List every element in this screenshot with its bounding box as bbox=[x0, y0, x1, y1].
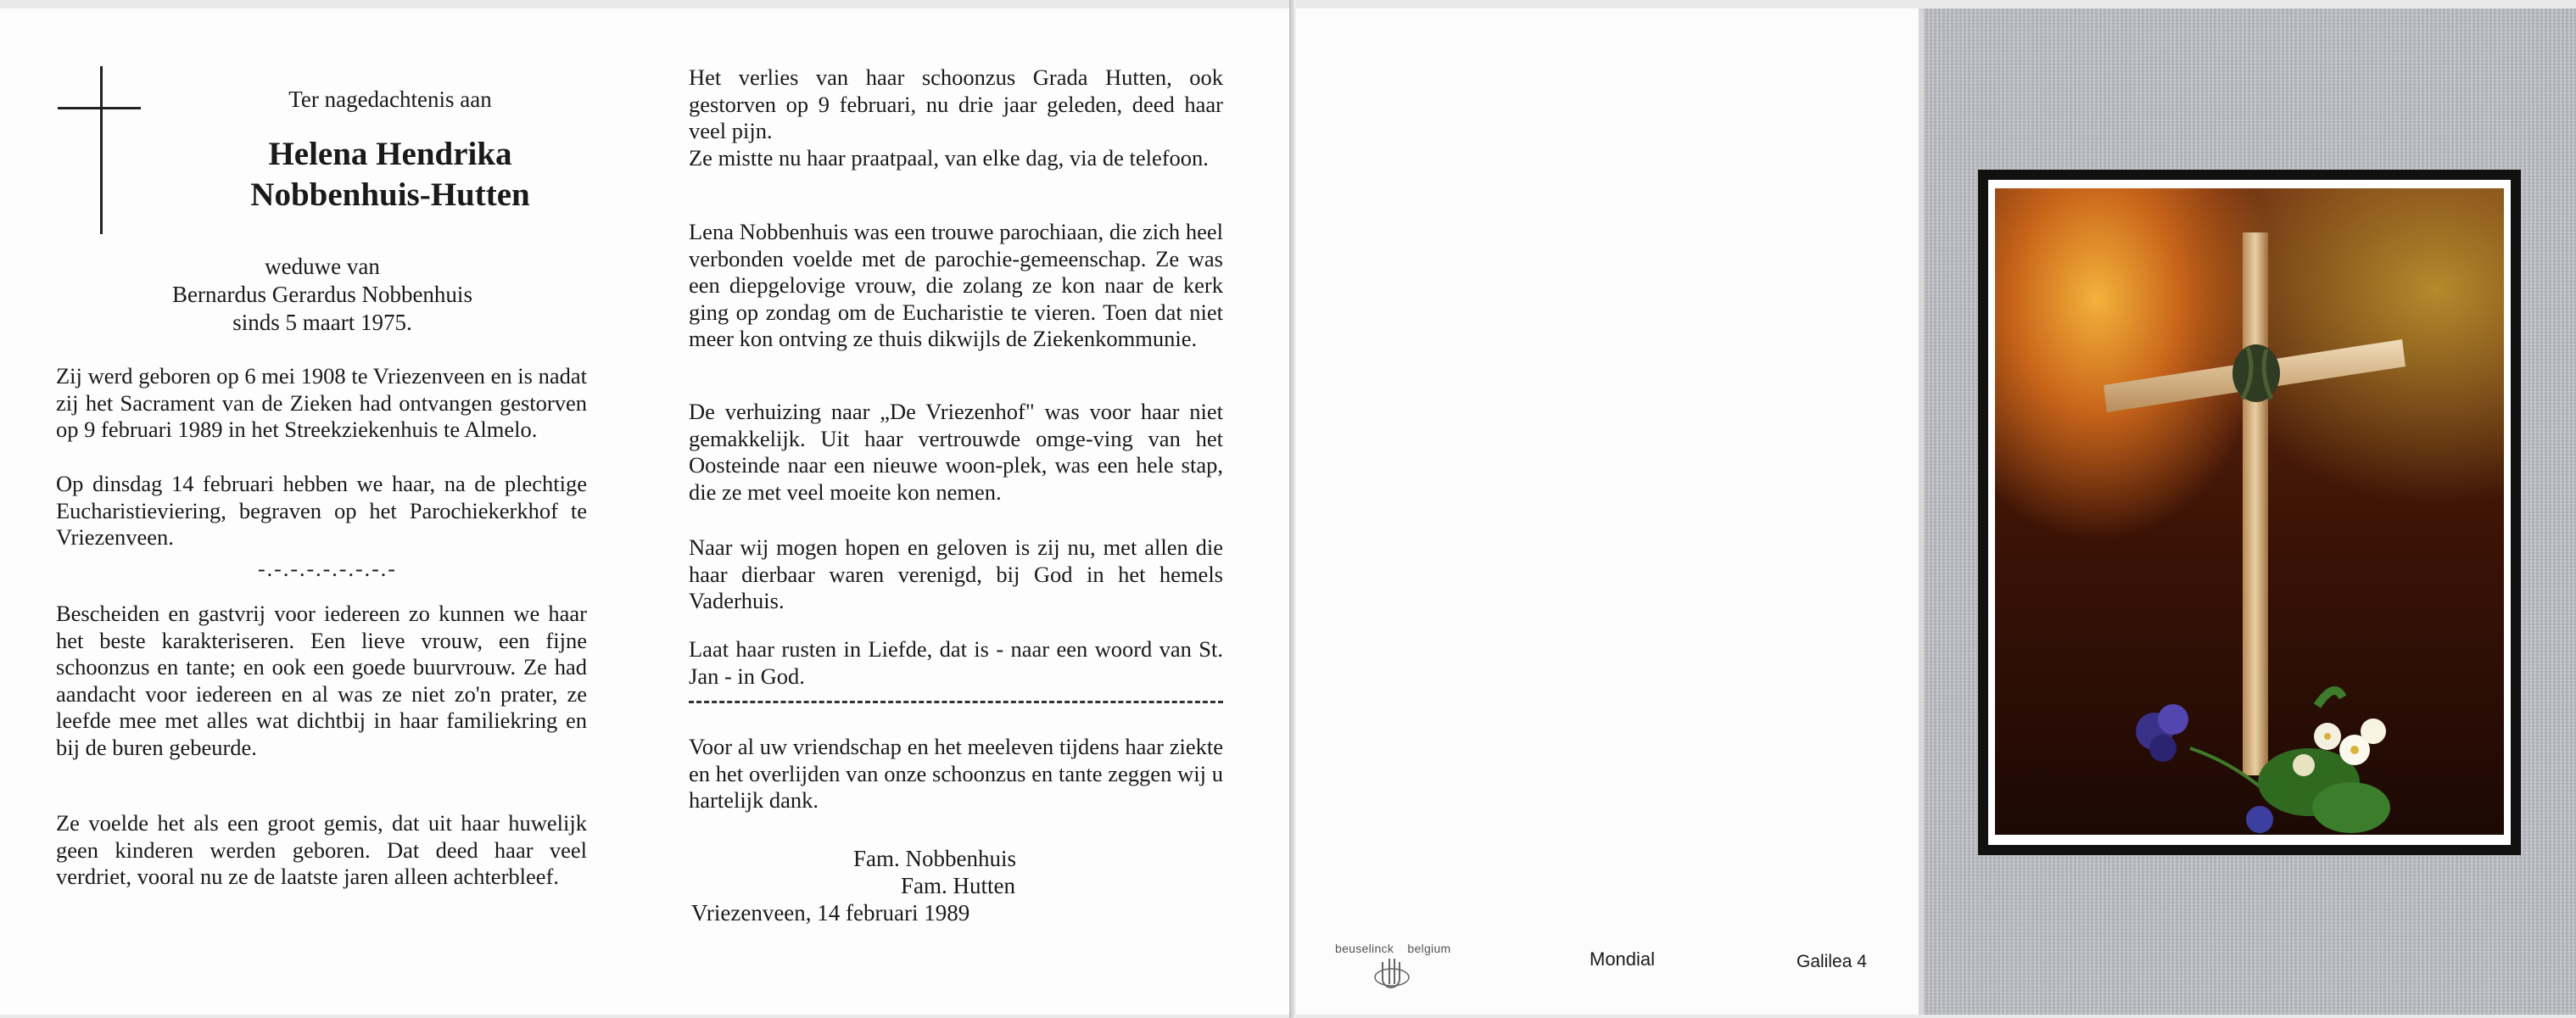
widow-since: sinds 5 maart 1975. bbox=[232, 310, 412, 335]
place-date: Vriezenveen, 14 februari 1989 bbox=[691, 900, 970, 926]
publisher-logo bbox=[1335, 942, 1451, 955]
publisher-country: belgium bbox=[1407, 942, 1451, 955]
rest-paragraph: Laat haar rusten in Liefde, dat is - naar een woord van St. Jan - in God. bbox=[689, 636, 1223, 689]
separator-dots: -.-.-.-.-.-.-.-.- bbox=[258, 557, 397, 581]
family-nobbenhuis: Fam. Nobbenhuis bbox=[853, 846, 1016, 871]
memorial-intro: Ter nagedachtenis aan bbox=[288, 87, 492, 112]
card-model: Galilea 4 bbox=[1796, 952, 1867, 971]
move-paragraph: De verhuizing naar „De Vriezenhof" was voor haar niet gemakkelijk. Uit haar vertrouwde omge-ving van het Oosteinde naar een nieuwe woon-plek, was een hele stap, die ze met veel moeite kon nemen. bbox=[689, 399, 1223, 505]
wooden-cross-with-flowers-icon bbox=[1995, 188, 2504, 835]
birth-death-paragraph: Zij werd geboren op 6 mei 1908 te Vriezenveen en is nadat zij het Sacrament van de Zieken had ontvangen gestorven op 9 februari 1989 in het Streekziekenhuis te Almelo. bbox=[56, 363, 587, 442]
publisher-name: beuselinck bbox=[1335, 942, 1394, 955]
cross-icon-bar bbox=[58, 107, 141, 109]
thanks-paragraph: Voor al uw vriendschap en het meeleven tijdens haar ziekte en het overlijden van onze schoonzus en tante zeggen wij u hartelijk dank. bbox=[689, 734, 1223, 813]
cross-photo bbox=[1995, 188, 2504, 835]
childless-paragraph: Ze voelde het als een groot gemis, dat uit haar huwelijk geen kinderen werden geboren. Dat deed haar veel verdriet, vooral nu ze de laatste jaren alleen achterbleef. bbox=[56, 810, 587, 889]
deceased-name-last: Nobbenhuis-Hutten bbox=[250, 176, 530, 213]
family-hutten: Fam. Hutten bbox=[901, 873, 1015, 898]
cross-icon bbox=[100, 66, 103, 234]
loss-paragraph: Het verlies van haar schoonzus Grada Hutten, ook gestorven op 9 februari, nu drie jaar geleden, deed haar veel pijn. bbox=[689, 64, 1223, 143]
husband-name: Bernardus Gerardus Nobbenhuis bbox=[172, 282, 472, 307]
dashed-separator bbox=[689, 701, 1223, 703]
parish-paragraph: Lena Nobbenhuis was een trouwe parochiaan, die zich heel verbonden voelde met de parochie-gemeenschap. Ze was een diepgelovige vrouw, die zolang ze kon naar de kerk ging op zondag om de Eucharistie te vieren. Toen dat niet meer kon ontving ze thuis dikwijls de Ziekenkommunie. bbox=[689, 219, 1223, 351]
series-name: Mondial bbox=[1590, 948, 1656, 970]
card-fold bbox=[1289, 0, 1296, 1018]
burial-paragraph: Op dinsdag 14 februari hebben we haar, na de plechtige Eucharistieviering, begraven op het Parochiekerkhof te Vriezenveen. bbox=[56, 471, 587, 550]
widow-of-label: weduwe van bbox=[265, 254, 380, 279]
telephone-paragraph: Ze mistte nu haar praatpaal, van elke dag, via de telefoon. bbox=[689, 145, 1209, 171]
deceased-name-first: Helena Hendrika bbox=[268, 136, 512, 172]
faith-paragraph: Naar wij mogen hopen en geloven is zij nu, met allen die haar dierbaar waren verenigd, bij God in het hemels Vaderhuis. bbox=[689, 534, 1223, 613]
character-paragraph: Bescheiden en gastvrij voor iedereen zo kunnen we haar het beste karakteriseren. Een lieve vrouw, een fijne schoonzus en tante; en ook een goede buurvrouw. Ze had aandacht voor iedereen en al was ze niet zo'n prater, ze leefde mee met alles wat dichtbij in haar familiekring en bij de buren gebeurde. bbox=[56, 601, 587, 760]
